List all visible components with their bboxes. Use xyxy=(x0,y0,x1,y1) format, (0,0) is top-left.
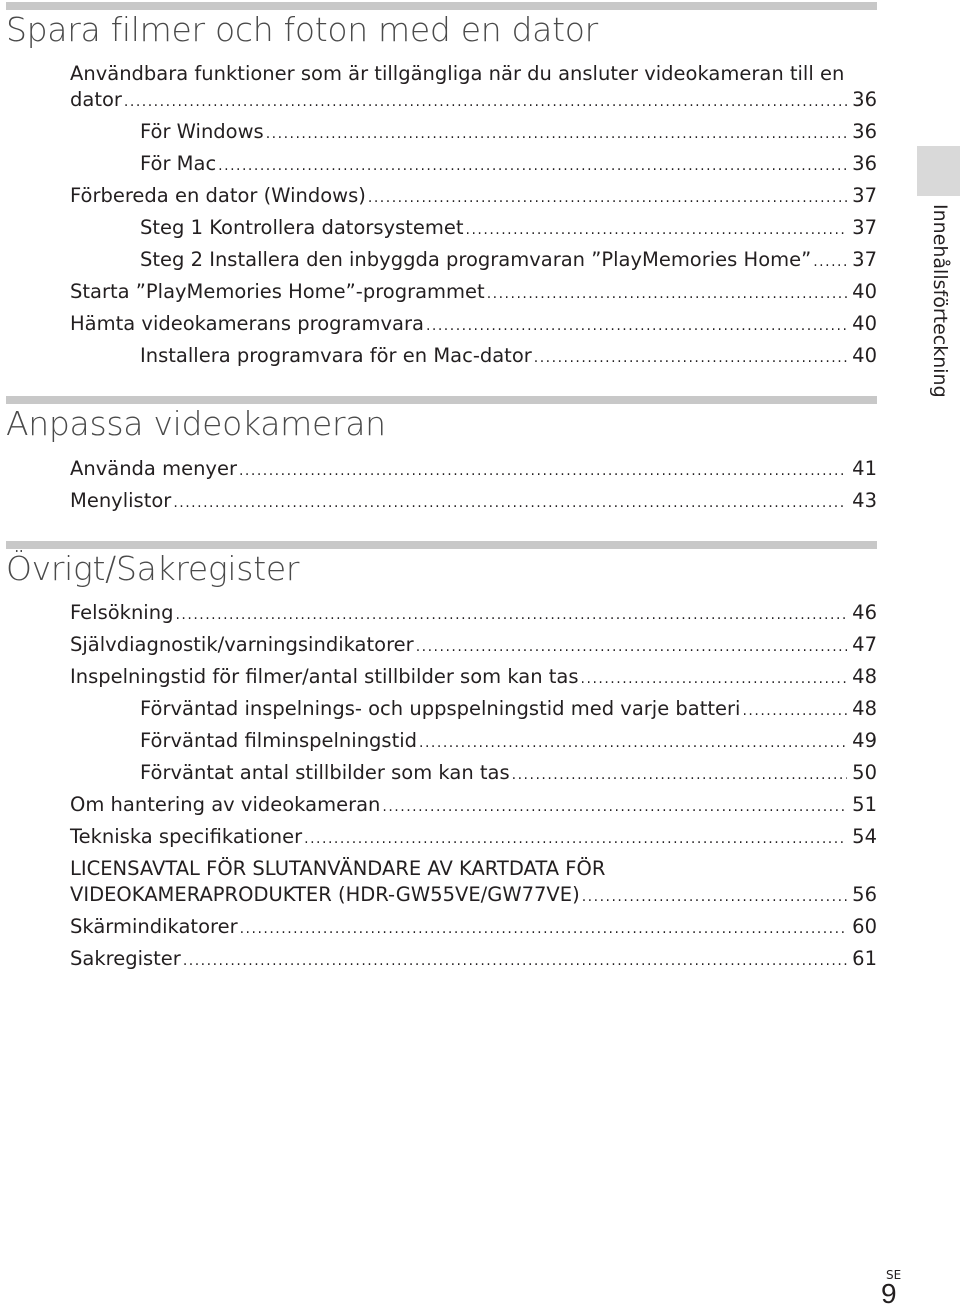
side-tab-label: Innehållsförteckning xyxy=(929,204,951,398)
toc-entry[interactable] xyxy=(140,725,877,757)
toc-entry-label: Tekniska specifikationer xyxy=(70,825,303,848)
leader-dots xyxy=(426,310,847,342)
toc-entry-label: Menylistor xyxy=(70,489,172,512)
leader-dots xyxy=(183,945,847,977)
toc-page-number: 51 xyxy=(852,793,877,816)
toc-entry[interactable] xyxy=(70,180,877,212)
toc-entry[interactable] xyxy=(70,276,877,308)
toc-entry[interactable] xyxy=(70,453,877,485)
toc-entry[interactable] xyxy=(70,821,877,853)
leader-dots xyxy=(582,881,847,913)
toc-entry[interactable] xyxy=(70,911,877,943)
section-title: Anpassa videokameran xyxy=(6,404,386,443)
toc-entry-label: Hämta videokamerans programvara xyxy=(70,312,424,335)
toc-entry-label: VIDEOKAMERAPRODUKTER (HDR-GW55VE/GW77VE) xyxy=(70,883,580,906)
side-tab-marker[interactable] xyxy=(917,146,960,196)
toc-entry-label: Steg 1 Kontrollera datorsystemet xyxy=(140,216,464,239)
toc-entry-label: Förbereda en dator (Windows) xyxy=(70,184,366,207)
toc-page-number: 50 xyxy=(852,761,877,784)
leader-dots xyxy=(466,214,847,246)
leader-dots xyxy=(239,455,847,487)
toc-page-number: 40 xyxy=(852,312,877,335)
page-number: 9 xyxy=(881,1278,897,1309)
toc-entry-label: Förväntad filminspelningstid xyxy=(140,729,418,752)
toc-page-number: 56 xyxy=(852,883,877,906)
toc-page-number: 36 xyxy=(852,120,877,143)
toc-page-number: 37 xyxy=(852,216,877,239)
leader-dots xyxy=(534,342,847,374)
toc-entry[interactable] xyxy=(70,661,877,693)
leader-dots xyxy=(742,695,847,727)
toc-entry[interactable] xyxy=(140,212,877,244)
toc-page-number: 48 xyxy=(852,665,877,688)
toc-entry[interactable] xyxy=(70,629,877,661)
leader-dots xyxy=(240,913,847,945)
leader-dots xyxy=(512,759,847,791)
toc-page-number: 61 xyxy=(852,947,877,970)
toc-entry-label: Använda menyer xyxy=(70,457,237,480)
toc-entry-label[interactable]: LICENSAVTAL FÖR SLUTANVÄNDARE AV KARTDATA FÖR xyxy=(70,857,606,880)
toc-entry-label: För Mac xyxy=(140,152,217,175)
leader-dots xyxy=(266,118,847,150)
toc-entry-label: Steg 2 Installera den inbyggda programvaran ”PlayMemories Home” xyxy=(140,248,812,271)
leader-dots xyxy=(175,599,847,631)
toc-entry[interactable] xyxy=(70,597,877,629)
leader-dots xyxy=(304,823,847,855)
leader-dots xyxy=(581,663,847,695)
section-divider xyxy=(6,2,877,10)
leader-dots xyxy=(487,278,847,310)
toc-page-number: 37 xyxy=(852,248,877,271)
toc-entry[interactable] xyxy=(140,757,877,789)
toc-entry[interactable] xyxy=(70,943,877,975)
toc-entry-label: dator xyxy=(70,88,122,111)
toc-page-number: 36 xyxy=(852,88,877,111)
leader-dots xyxy=(218,150,847,182)
toc-page-number: 40 xyxy=(852,344,877,367)
toc-page-number: 36 xyxy=(852,152,877,175)
toc-page-number: 43 xyxy=(852,489,877,512)
toc-entry-label[interactable]: Användbara funktioner som är tillgängliga när du ansluter videokameran till en xyxy=(70,62,845,85)
toc-entry-label: Förväntat antal stillbilder som kan tas xyxy=(140,761,510,784)
toc-entry-label: Skärmindikatorer xyxy=(70,915,238,938)
leader-dots xyxy=(419,727,847,759)
toc-entry-label: Om hantering av videokameran xyxy=(70,793,381,816)
toc-page-number: 60 xyxy=(852,915,877,938)
toc-page-number: 40 xyxy=(852,280,877,303)
toc-page-number: 48 xyxy=(852,697,877,720)
toc-entry[interactable] xyxy=(70,485,877,517)
toc-page-number: 41 xyxy=(852,457,877,480)
toc-entry[interactable] xyxy=(140,116,877,148)
page-language-code: SE xyxy=(886,1268,902,1282)
toc-entry-label: Förväntad inspelnings- och uppspelningstid med varje batteri xyxy=(140,697,741,720)
toc-entry[interactable] xyxy=(140,693,877,725)
leader-dots xyxy=(416,631,847,663)
section-divider xyxy=(6,396,877,404)
leader-dots xyxy=(173,487,847,519)
toc-entry-label: Självdiagnostik/varningsindikatorer xyxy=(70,633,414,656)
leader-dots xyxy=(124,86,847,118)
toc-entry[interactable] xyxy=(70,84,877,116)
toc-entry-label: Felsökning xyxy=(70,601,174,624)
toc-entry[interactable] xyxy=(140,244,877,276)
toc-entry[interactable] xyxy=(140,148,877,180)
leader-dots xyxy=(813,246,847,278)
toc-entry-label: Starta ”PlayMemories Home”-programmet xyxy=(70,280,485,303)
toc-page-number: 37 xyxy=(852,184,877,207)
leader-dots xyxy=(382,791,847,823)
toc-entry[interactable] xyxy=(140,340,877,372)
toc-page-number: 49 xyxy=(852,729,877,752)
section-title: Spara filmer och foton med en dator xyxy=(6,10,598,49)
toc-page-number: 46 xyxy=(852,601,877,624)
toc-entry-label: Inspelningstid för filmer/antal stillbilder som kan tas xyxy=(70,665,579,688)
toc-entry-label: För Windows xyxy=(140,120,264,143)
section-title: Övrigt/Sakregister xyxy=(6,549,300,588)
toc-entry[interactable] xyxy=(70,789,877,821)
toc-entry-label: Sakregister xyxy=(70,947,181,970)
toc-page-number: 47 xyxy=(852,633,877,656)
toc-entry-label: Installera programvara för en Mac-dator xyxy=(140,344,532,367)
toc-entry[interactable] xyxy=(70,308,877,340)
leader-dots xyxy=(368,182,847,214)
section-divider xyxy=(6,541,877,549)
toc-page-number: 54 xyxy=(852,825,877,848)
toc-entry[interactable] xyxy=(70,879,877,911)
